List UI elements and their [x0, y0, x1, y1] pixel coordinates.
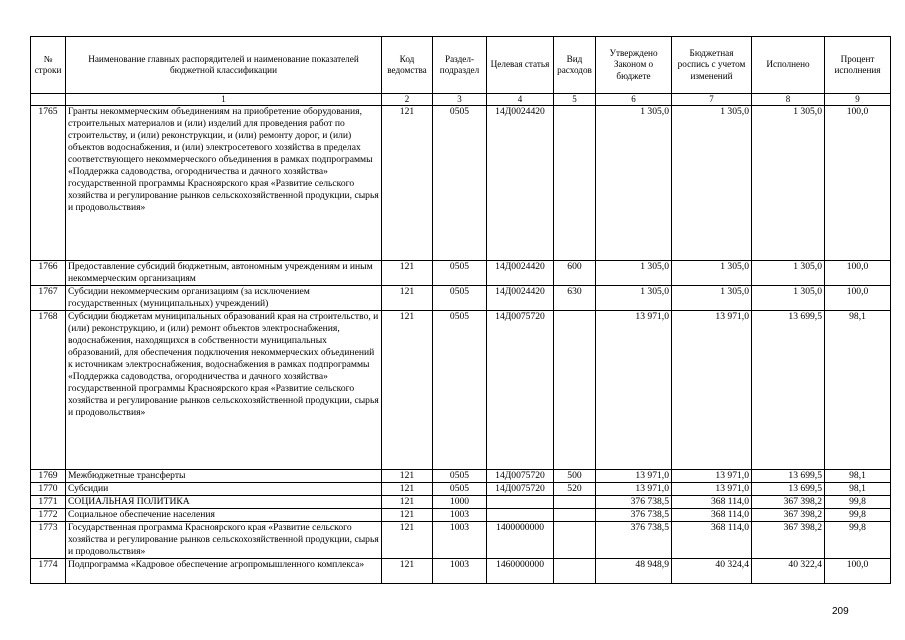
budget-execution-table	[30, 36, 891, 584]
approved-amount: 13 971,0	[596, 311, 672, 470]
table-row	[31, 509, 891, 522]
approved-amount: 1 305,0	[596, 286, 672, 311]
header-expense-type: Вид расходов	[554, 37, 596, 94]
target-item: 1460000000	[487, 559, 554, 584]
column-number: 7	[672, 94, 752, 106]
expense-type	[554, 311, 596, 470]
row-name: СОЦИАЛЬНАЯ ПОЛИТИКА	[66, 496, 382, 509]
row-name: Подпрограмма «Кадровое обеспечение агропромышленного комплекса»	[66, 559, 382, 584]
expense-type	[554, 106, 596, 261]
column-number	[31, 94, 66, 106]
column-number: 1	[66, 94, 382, 106]
row-number: 1770	[31, 483, 66, 496]
roster-amount: 368 114,0	[672, 496, 752, 509]
executed-amount: 13 699,5	[752, 483, 825, 496]
percent-executed: 98,1	[825, 311, 891, 470]
header-approved: Утверждено Законом о бюджете	[596, 37, 672, 94]
column-number: 9	[825, 94, 891, 106]
section-code: 1003	[433, 509, 487, 522]
expense-type	[554, 559, 596, 584]
roster-amount: 13 971,0	[672, 311, 752, 470]
table-row	[31, 522, 891, 559]
row-name: Субсидии бюджетам муниципальных образований края на строительство, и (или) реконструкцию, и (или) ремонт объектов электроснабжения, водоснабжения, находящихся в собственности муниципальных образований, для обеспечения подключения некоммерческих объединений к источникам электроснабжения, водоснабжения в рамках подпрограммы «Поддержка садоводства, огородничества и дачного хозяйства» государственной программы Красноярского края «Развитие сельского хозяйства и регулирование рынков сельскохозяйственной продукции, сырья и продовольствия»	[66, 311, 382, 470]
roster-amount: 40 324,4	[672, 559, 752, 584]
row-number: 1774	[31, 559, 66, 584]
table-row	[31, 496, 891, 509]
row-number: 1773	[31, 522, 66, 559]
section-code: 0505	[433, 106, 487, 261]
row-number: 1771	[31, 496, 66, 509]
table-row	[31, 261, 891, 286]
approved-amount: 376 738,5	[596, 509, 672, 522]
row-name: Социальное обеспечение населения	[66, 509, 382, 522]
table-header-row	[31, 37, 891, 94]
department-code: 121	[382, 496, 433, 509]
percent-executed: 100,0	[825, 106, 891, 261]
target-item: 14Д0075720	[487, 311, 554, 470]
expense-type: 520	[554, 483, 596, 496]
department-code: 121	[382, 470, 433, 483]
percent-executed: 100,0	[825, 559, 891, 584]
section-code: 1003	[433, 559, 487, 584]
department-code: 121	[382, 106, 433, 261]
column-number: 8	[752, 94, 825, 106]
expense-type: 630	[554, 286, 596, 311]
executed-amount: 1 305,0	[752, 261, 825, 286]
table-row	[31, 106, 891, 261]
executed-amount: 367 398,2	[752, 496, 825, 509]
expense-type: 500	[554, 470, 596, 483]
header-row-number: № строки	[31, 37, 66, 94]
row-number: 1772	[31, 509, 66, 522]
header-name: Наименование главных распорядителей и наименование показателей бюджетной классификации	[66, 37, 382, 94]
column-number: 4	[487, 94, 554, 106]
table-row	[31, 483, 891, 496]
row-number: 1766	[31, 261, 66, 286]
table-row	[31, 559, 891, 584]
table-row	[31, 470, 891, 483]
roster-amount: 1 305,0	[672, 261, 752, 286]
table-body	[31, 106, 891, 584]
department-code: 121	[382, 483, 433, 496]
approved-amount: 376 738,5	[596, 496, 672, 509]
column-number: 6	[596, 94, 672, 106]
table-row	[31, 286, 891, 311]
approved-amount: 48 948,9	[596, 559, 672, 584]
department-code: 121	[382, 261, 433, 286]
department-code: 121	[382, 311, 433, 470]
percent-executed: 98,1	[825, 470, 891, 483]
executed-amount: 40 322,4	[752, 559, 825, 584]
section-code: 0505	[433, 286, 487, 311]
expense-type	[554, 496, 596, 509]
column-number: 3	[433, 94, 487, 106]
approved-amount: 13 971,0	[596, 470, 672, 483]
target-item: 1400000000	[487, 522, 554, 559]
percent-executed: 99,8	[825, 496, 891, 509]
table-row	[31, 311, 891, 470]
department-code: 121	[382, 286, 433, 311]
section-code: 0505	[433, 470, 487, 483]
target-item: 14Д0075720	[487, 470, 554, 483]
section-code: 1003	[433, 522, 487, 559]
approved-amount: 1 305,0	[596, 261, 672, 286]
column-number-row	[31, 94, 891, 106]
executed-amount: 1 305,0	[752, 286, 825, 311]
row-number: 1768	[31, 311, 66, 470]
target-item	[487, 509, 554, 522]
column-number: 5	[554, 94, 596, 106]
roster-amount: 1 305,0	[672, 286, 752, 311]
header-department-code: Код ведомства	[382, 37, 433, 94]
department-code: 121	[382, 509, 433, 522]
percent-executed: 100,0	[825, 286, 891, 311]
percent-executed: 99,8	[825, 522, 891, 559]
percent-executed: 100,0	[825, 261, 891, 286]
roster-amount: 368 114,0	[672, 509, 752, 522]
header-budget-roster: Бюджетная роспись с учетом изменений	[672, 37, 752, 94]
executed-amount: 1 305,0	[752, 106, 825, 261]
executed-amount: 13 699,5	[752, 311, 825, 470]
header-percent: Процент исполнения	[825, 37, 891, 94]
header-target-item: Целевая статья	[487, 37, 554, 94]
department-code: 121	[382, 559, 433, 584]
header-executed: Исполнено	[752, 37, 825, 94]
row-number: 1765	[31, 106, 66, 261]
column-number: 2	[382, 94, 433, 106]
row-number: 1769	[31, 470, 66, 483]
roster-amount: 1 305,0	[672, 106, 752, 261]
page-number: 209	[832, 606, 849, 617]
target-item: 14Д0024420	[487, 106, 554, 261]
expense-type	[554, 522, 596, 559]
target-item: 14Д0024420	[487, 261, 554, 286]
row-name: Субсидии некоммерческим организациям (за исключением государственных (муниципальных) учреждений)	[66, 286, 382, 311]
section-code: 0505	[433, 483, 487, 496]
executed-amount: 367 398,2	[752, 522, 825, 559]
header-section: Раздел-подраздел	[433, 37, 487, 94]
executed-amount: 13 699,5	[752, 470, 825, 483]
row-name: Межбюджетные трансферты	[66, 470, 382, 483]
department-code: 121	[382, 522, 433, 559]
row-name: Субсидии	[66, 483, 382, 496]
row-name: Гранты некоммерческим объединениям на приобретение оборудования, строительных материалов и (или) изделий для проведения работ по строительству, и (или) реконструкции, и (или) ремонту дорог, и (или) объектов водоснабжения, и (или) электросетевого хозяйства в пределах соответствующего некоммерческого объединения в рамках подпрограммы «Поддержка садоводства, огородничества и дачного хозяйства» государственной программы Красноярского края «Развитие сельского хозяйства и регулирование рынков сельскохозяйственной продукции, сырья и продовольствия»	[66, 106, 382, 261]
target-item	[487, 496, 554, 509]
executed-amount: 367 398,2	[752, 509, 825, 522]
target-item: 14Д0075720	[487, 483, 554, 496]
expense-type	[554, 509, 596, 522]
row-name: Предоставление субсидий бюджетным, автономным учреждениям и иным некоммерческим организациям	[66, 261, 382, 286]
roster-amount: 13 971,0	[672, 470, 752, 483]
approved-amount: 13 971,0	[596, 483, 672, 496]
row-number: 1767	[31, 286, 66, 311]
section-code: 1000	[433, 496, 487, 509]
section-code: 0505	[433, 261, 487, 286]
target-item: 14Д0024420	[487, 286, 554, 311]
approved-amount: 376 738,5	[596, 522, 672, 559]
approved-amount: 1 305,0	[596, 106, 672, 261]
expense-type: 600	[554, 261, 596, 286]
roster-amount: 368 114,0	[672, 522, 752, 559]
percent-executed: 98,1	[825, 483, 891, 496]
percent-executed: 99,8	[825, 509, 891, 522]
section-code: 0505	[433, 311, 487, 470]
roster-amount: 13 971,0	[672, 483, 752, 496]
row-name: Государственная программа Красноярского края «Развитие сельского хозяйства и регулирование рынков сельскохозяйственной продукции, сырья и продовольствия»	[66, 522, 382, 559]
